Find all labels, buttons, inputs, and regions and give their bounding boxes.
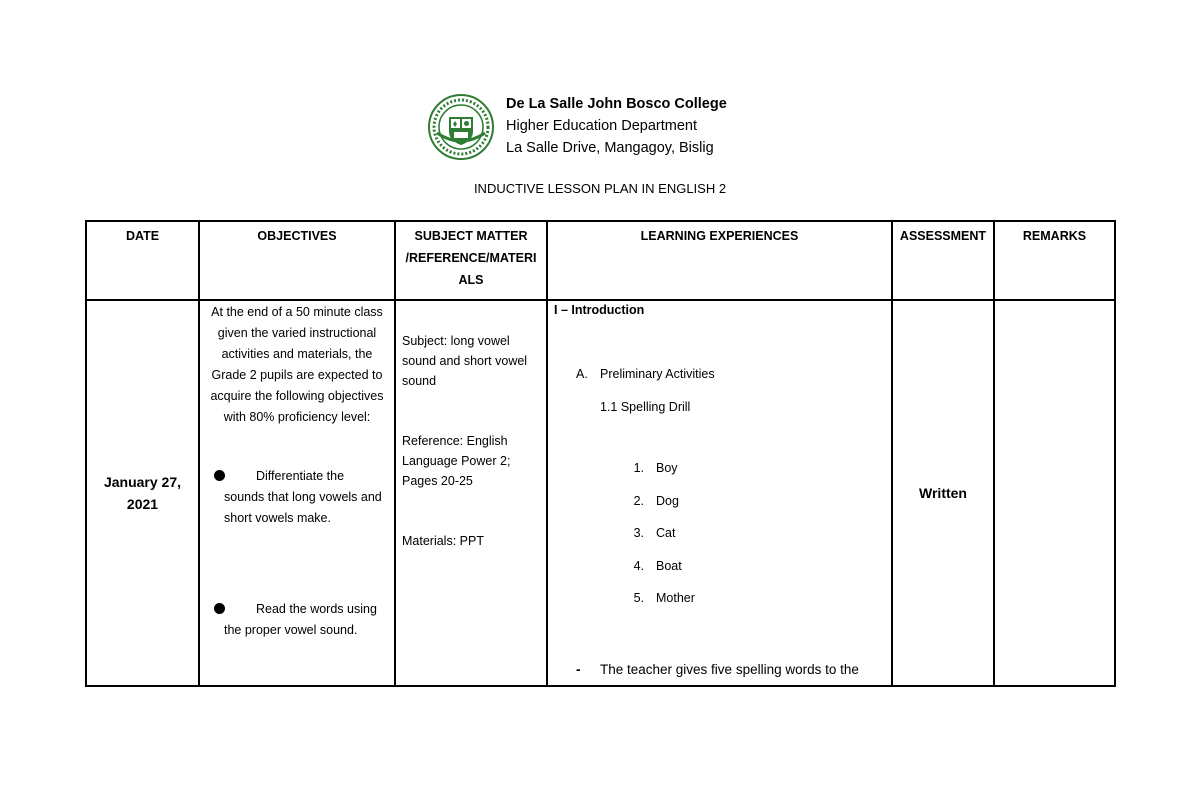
prelim-label: Preliminary Activities [600,367,715,381]
header-remarks: REMARKS [994,221,1115,300]
list-item [608,591,695,624]
bullet-icon [214,470,225,481]
header-assessment: ASSESSMENT [892,221,994,300]
school-info [506,93,727,159]
subject-matter-cell [395,300,547,686]
school-seal-logo [427,93,495,161]
header-subject-line-1: SUBJECT MATTER [414,229,528,243]
date-line-1: January 27, [103,474,182,490]
lesson-plan-table [85,220,1116,687]
header-learning-experiences: LEARNING EXPERIENCES [547,221,892,300]
header-date: DATE [86,221,199,300]
bullet-icon [214,603,225,614]
objective-item [206,466,388,529]
word-number: 3. [633,526,644,540]
materials-text: Materials: PPT [402,534,484,548]
objective-1-line-b: sounds that long vowels and short vowels make. [224,490,382,525]
word-number: 5. [633,591,644,605]
assessment-cell: Written [892,300,994,686]
header-subject-matter [395,221,547,300]
list-item [608,526,695,559]
word-text: Mother [656,591,695,605]
word-number: 2. [633,493,644,508]
remarks-cell [994,300,1115,686]
header-subject-line-3: ALS [458,273,484,287]
school-name: De La Salle John Bosco College [506,96,727,112]
introduction-heading: I – Introduction [554,303,645,317]
list-item [608,461,695,494]
objective-item [206,599,388,641]
subject-text: Subject: long vowel sound and short vowel sound [402,334,528,388]
learning-experiences-cell [547,300,892,686]
department-name: Higher Education Department [506,118,698,134]
word-text: Cat [656,526,676,540]
school-address: La Salle Drive, Mangagoy, Bislig [506,140,714,156]
spelling-drill-label: 1.1 Spelling Drill [600,400,691,414]
objectives-cell [199,300,395,686]
table-header-row [86,221,1115,300]
document-header [0,0,1200,170]
teacher-note [576,662,859,677]
teacher-note-text: The teacher gives five spelling words to the [600,662,859,677]
word-text: Boy [656,461,678,475]
objective-2-line-a: Read the words using [256,602,377,616]
list-item [608,494,695,527]
preliminary-activities [576,367,715,381]
objective-2-line-b: the proper vowel sound. [224,623,358,637]
word-text: Dog [656,493,679,508]
header-objectives: OBJECTIVES [199,221,395,300]
lesson-plan-title: INDUCTIVE LESSON PLAN IN ENGLISH 2 [473,181,727,196]
word-text: Boat [656,558,682,573]
spelling-word-list [608,461,695,624]
table-row [86,300,1115,686]
word-number: 1. [633,461,644,475]
word-number: 4. [633,558,644,573]
objective-1-line-a: Differentiate the [256,469,345,483]
date-line-2: 2021 [126,496,159,512]
date-cell [86,300,199,686]
prelim-letter: A. [576,367,588,381]
dash-bullet: - [576,662,581,677]
reference-text: Reference: English Language Power 2; Pages 20-25 [402,434,511,488]
objectives-intro: At the end of a 50 minute class given the varied instructional activities and materials, the Grade 2 pupils are expected to acquire the following objectives with 80% proficiency level: [210,305,384,424]
header-subject-line-2: /REFERENCE/MATERI [405,251,537,265]
list-item [608,559,695,592]
